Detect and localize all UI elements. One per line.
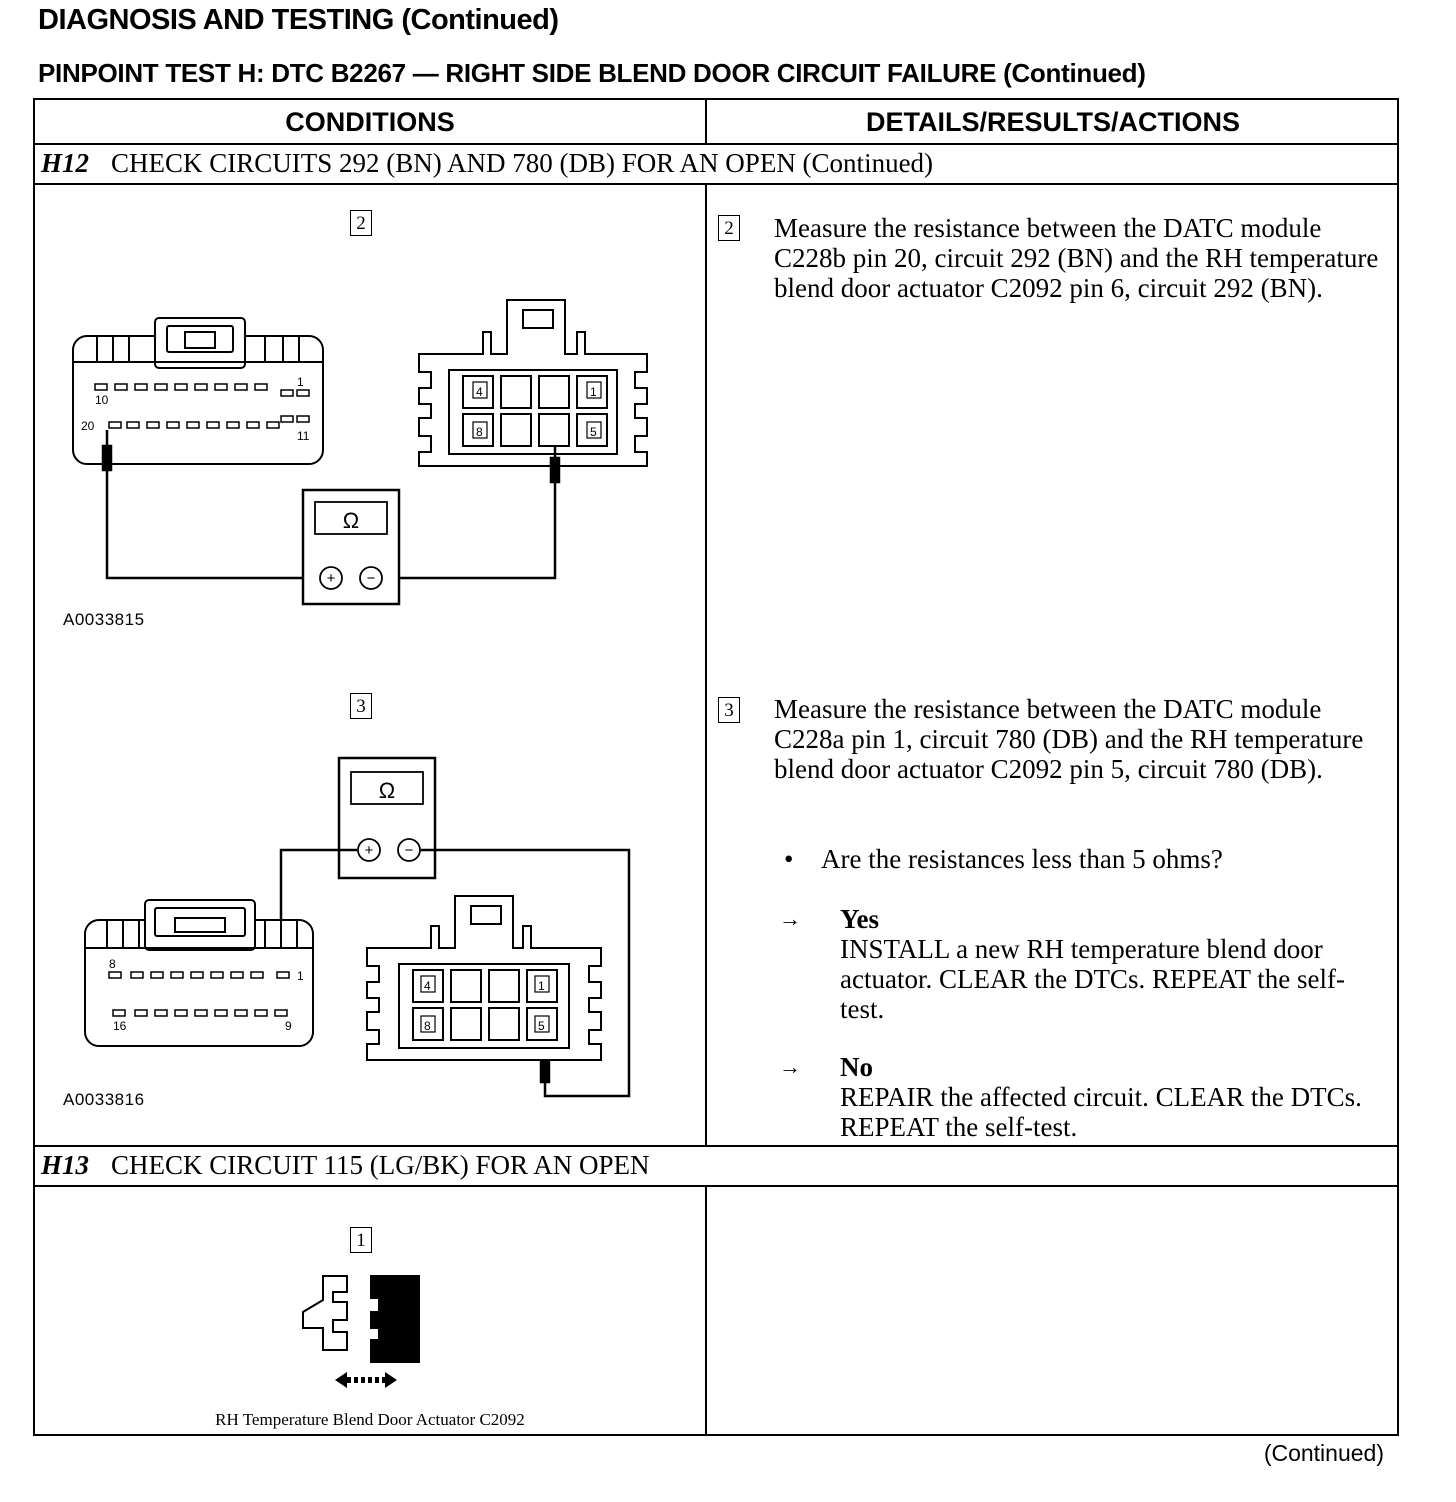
h13-id: H13 — [41, 1150, 90, 1180]
pinpoint-table — [33, 98, 1399, 1436]
c228a-pin-9-label: 9 — [285, 1019, 292, 1033]
step3-figure-code: A0033816 — [63, 1090, 145, 1109]
c2092-step3-pin-8-label: 8 — [424, 1019, 431, 1033]
ohmmeter-plus-step2: + — [326, 570, 336, 587]
step2-figure-code: A0033815 — [63, 610, 145, 629]
yes-label: Yes — [840, 904, 879, 934]
c228a-pin-8-label: 8 — [109, 957, 116, 971]
h12-column-divider — [705, 183, 707, 1145]
header-column-divider — [705, 100, 707, 143]
step2-figure-number: 2 — [350, 210, 372, 236]
step3-question-bullet: • — [784, 844, 794, 874]
step3-question: Are the resistances less than 5 ohms? — [821, 844, 1223, 874]
c228a-pin-1-label: 1 — [297, 969, 304, 983]
step3-instruction: Measure the resistance between the DATC module C228a pin 1, circuit 780 (DB) and the RH temperature blend door actuator C2092 pin 5, circuit 780 (DB). — [774, 694, 1364, 784]
c2092-step3-pin-5-label: 5 — [538, 1019, 545, 1033]
ohmmeter-plus-step3: + — [364, 842, 374, 859]
c228b-pin-11-label: 11 — [297, 429, 310, 443]
step3-number: 3 — [718, 697, 740, 723]
c2092-step3-pin-4-label: 4 — [424, 979, 431, 993]
c2092-pin-8-label: 8 — [476, 425, 483, 439]
h12-title: CHECK CIRCUITS 292 (BN) AND 780 (DB) FOR AN OPEN (Continued) — [111, 148, 934, 178]
ohm-symbol-step2: Ω — [342, 508, 360, 533]
yes-action: INSTALL a new RH temperature blend door actuator. CLEAR the DTCs. REPEAT the self-test. — [840, 934, 1345, 1024]
page-continued-footer: (Continued) — [1263, 1440, 1384, 1466]
h12-id: H12 — [41, 148, 90, 178]
details-header: DETAILS/RESULTS/ACTIONS — [865, 107, 1240, 137]
h13-title: CHECK CIRCUIT 115 (LG/BK) FOR AN OPEN — [111, 1150, 650, 1180]
h13-disconnect-diagram — [35, 100, 705, 1436]
c2092-pin-1-label: 1 — [590, 385, 597, 399]
no-arrow: → — [779, 1054, 801, 1079]
c228a-pin-16-label: 16 — [113, 1019, 127, 1033]
conditions-header: CONDITIONS — [285, 107, 455, 137]
page-title: DIAGNOSIS AND TESTING (Continued) — [38, 4, 559, 36]
pinpoint-test-title: PINPOINT TEST H: DTC B2267 — RIGHT SIDE BLEND DOOR CIRCUIT FAILURE (Continued) — [38, 58, 1146, 88]
h13-step1-figure-number: 1 — [350, 1227, 372, 1253]
c2092-step3-pin-1-label: 1 — [538, 979, 545, 993]
h13-column-divider — [705, 1185, 707, 1436]
c228b-pin-1-label: 1 — [297, 375, 304, 389]
c228b-pin-20-label: 20 — [81, 419, 95, 433]
no-label: No — [840, 1052, 873, 1082]
step2-number: 2 — [718, 215, 740, 241]
connector-separation-icon — [303, 1276, 419, 1388]
step3-figure-number: 3 — [350, 693, 372, 719]
no-action: REPAIR the affected circuit. CLEAR the DTCs. REPEAT the self-test. — [840, 1082, 1362, 1142]
ohmmeter-minus-step2: − — [366, 570, 376, 587]
ohmmeter-minus-step3: − — [404, 842, 414, 859]
yes-arrow: → — [779, 906, 801, 931]
c2092-pin-5-label: 5 — [590, 425, 597, 439]
h13-step1-caption: RH Temperature Blend Door Actuator C2092 — [215, 1410, 525, 1429]
ohm-symbol-step3: Ω — [378, 778, 396, 803]
c2092-pin-4-label: 4 — [476, 385, 483, 399]
step2-instruction: Measure the resistance between the DATC module C228b pin 20, circuit 292 (BN) and the RH temperature blend door actuator C2092 pin 6, circuit 292 (BN). — [774, 213, 1379, 303]
c228b-pin-10-label: 10 — [95, 393, 109, 407]
